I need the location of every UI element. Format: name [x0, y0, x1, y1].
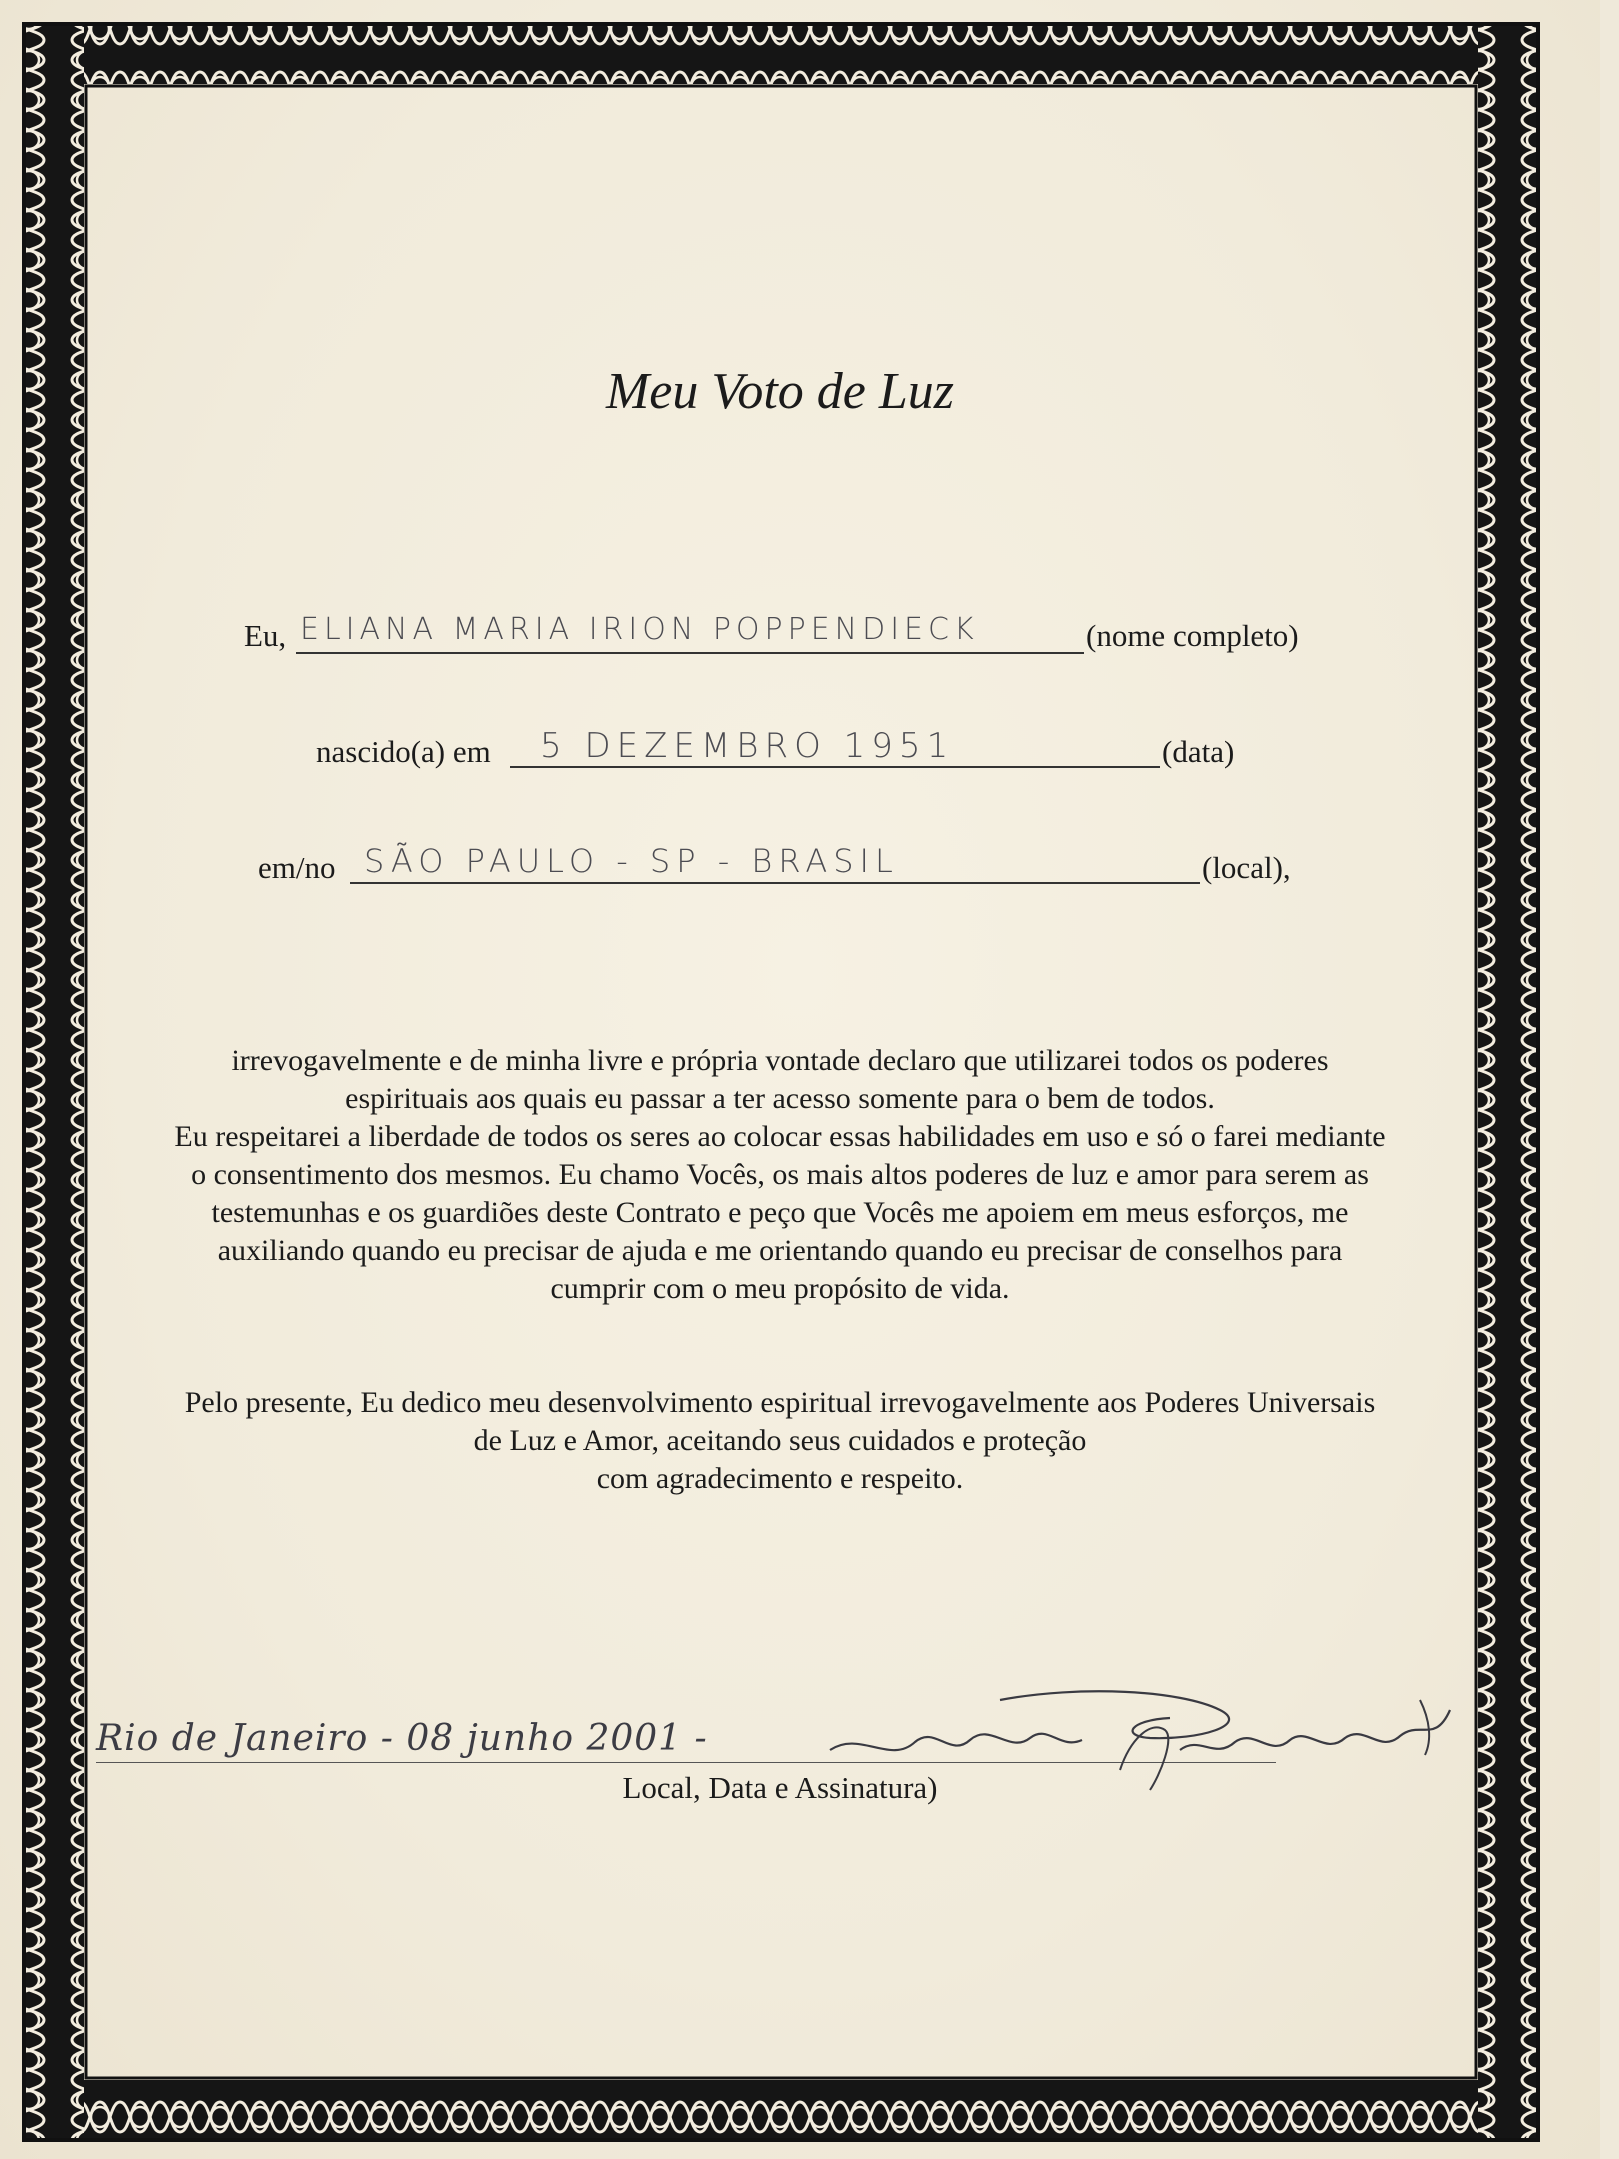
declaration-line: cumprir com o meu propósito de vida. — [550, 1272, 1010, 1305]
declaration-line: Eu respeitarei a liberdade de todos os seres ao colocar essas habilidades em uso e só o farei mediante — [174, 1120, 1386, 1153]
birth-place-handwritten: SÃO PAULO - SP - BRASIL — [364, 842, 899, 880]
dedication-line: Pelo presente, Eu dedico meu desenvolvimento espiritual irrevogavelmente aos Poderes Universais — [184, 1386, 1376, 1419]
name-handwritten: ELIANA MARIA IRION POPPENDIECK — [300, 612, 979, 647]
birth-place-suffix-label: (local), — [1202, 850, 1291, 885]
birth-place-prefix-label: em/no — [258, 850, 336, 885]
declaration-line: auxiliando quando eu precisar de ajuda e me orientando quando eu precisar de conselhos para — [217, 1234, 1343, 1267]
name-suffix-label: (nome completo) — [1086, 618, 1299, 653]
dedication-line: de Luz e Amor, aceitando seus cuidados e proteção — [473, 1424, 1087, 1457]
signature-place-date-handwritten: Rio de Janeiro - 08 junho 2001 - — [96, 1718, 708, 1759]
dedication-line: com agradecimento e respeito. — [596, 1462, 964, 1495]
birth-place-underline — [350, 882, 1200, 884]
declaration-paragraph — [100, 1042, 1460, 1308]
declaration-line: espirituais aos quais eu passar a ter acesso somente para o bem de todos. — [345, 1082, 1215, 1115]
birth-date-prefix-label: nascido(a) em — [316, 734, 491, 769]
declaration-line: o consentimento dos mesmos. Eu chamo Vocês, os mais altos poderes de luz e amor para serem as — [191, 1158, 1369, 1191]
document-title: Meu Voto de Luz — [605, 363, 955, 420]
dedication-paragraph — [100, 1384, 1460, 1498]
name-prefix-label: Eu, — [244, 618, 287, 653]
signature-label: Local, Data e Assinatura) — [622, 1770, 938, 1805]
birth-date-suffix-label: (data) — [1162, 734, 1235, 769]
declaration-line: irrevogavelmente e de minha livre e própria vontade declaro que utilizarei todos os poderes — [231, 1044, 1329, 1077]
declaration-line: testemunhas e os guardiões deste Contrato e peço que Vocês me apoiem em meus esforços, me — [211, 1196, 1349, 1229]
birth-date-handwritten: 5 DEZEMBRO 1951 — [540, 726, 955, 766]
name-underline — [296, 652, 1084, 654]
birth-date-underline — [510, 766, 1160, 768]
